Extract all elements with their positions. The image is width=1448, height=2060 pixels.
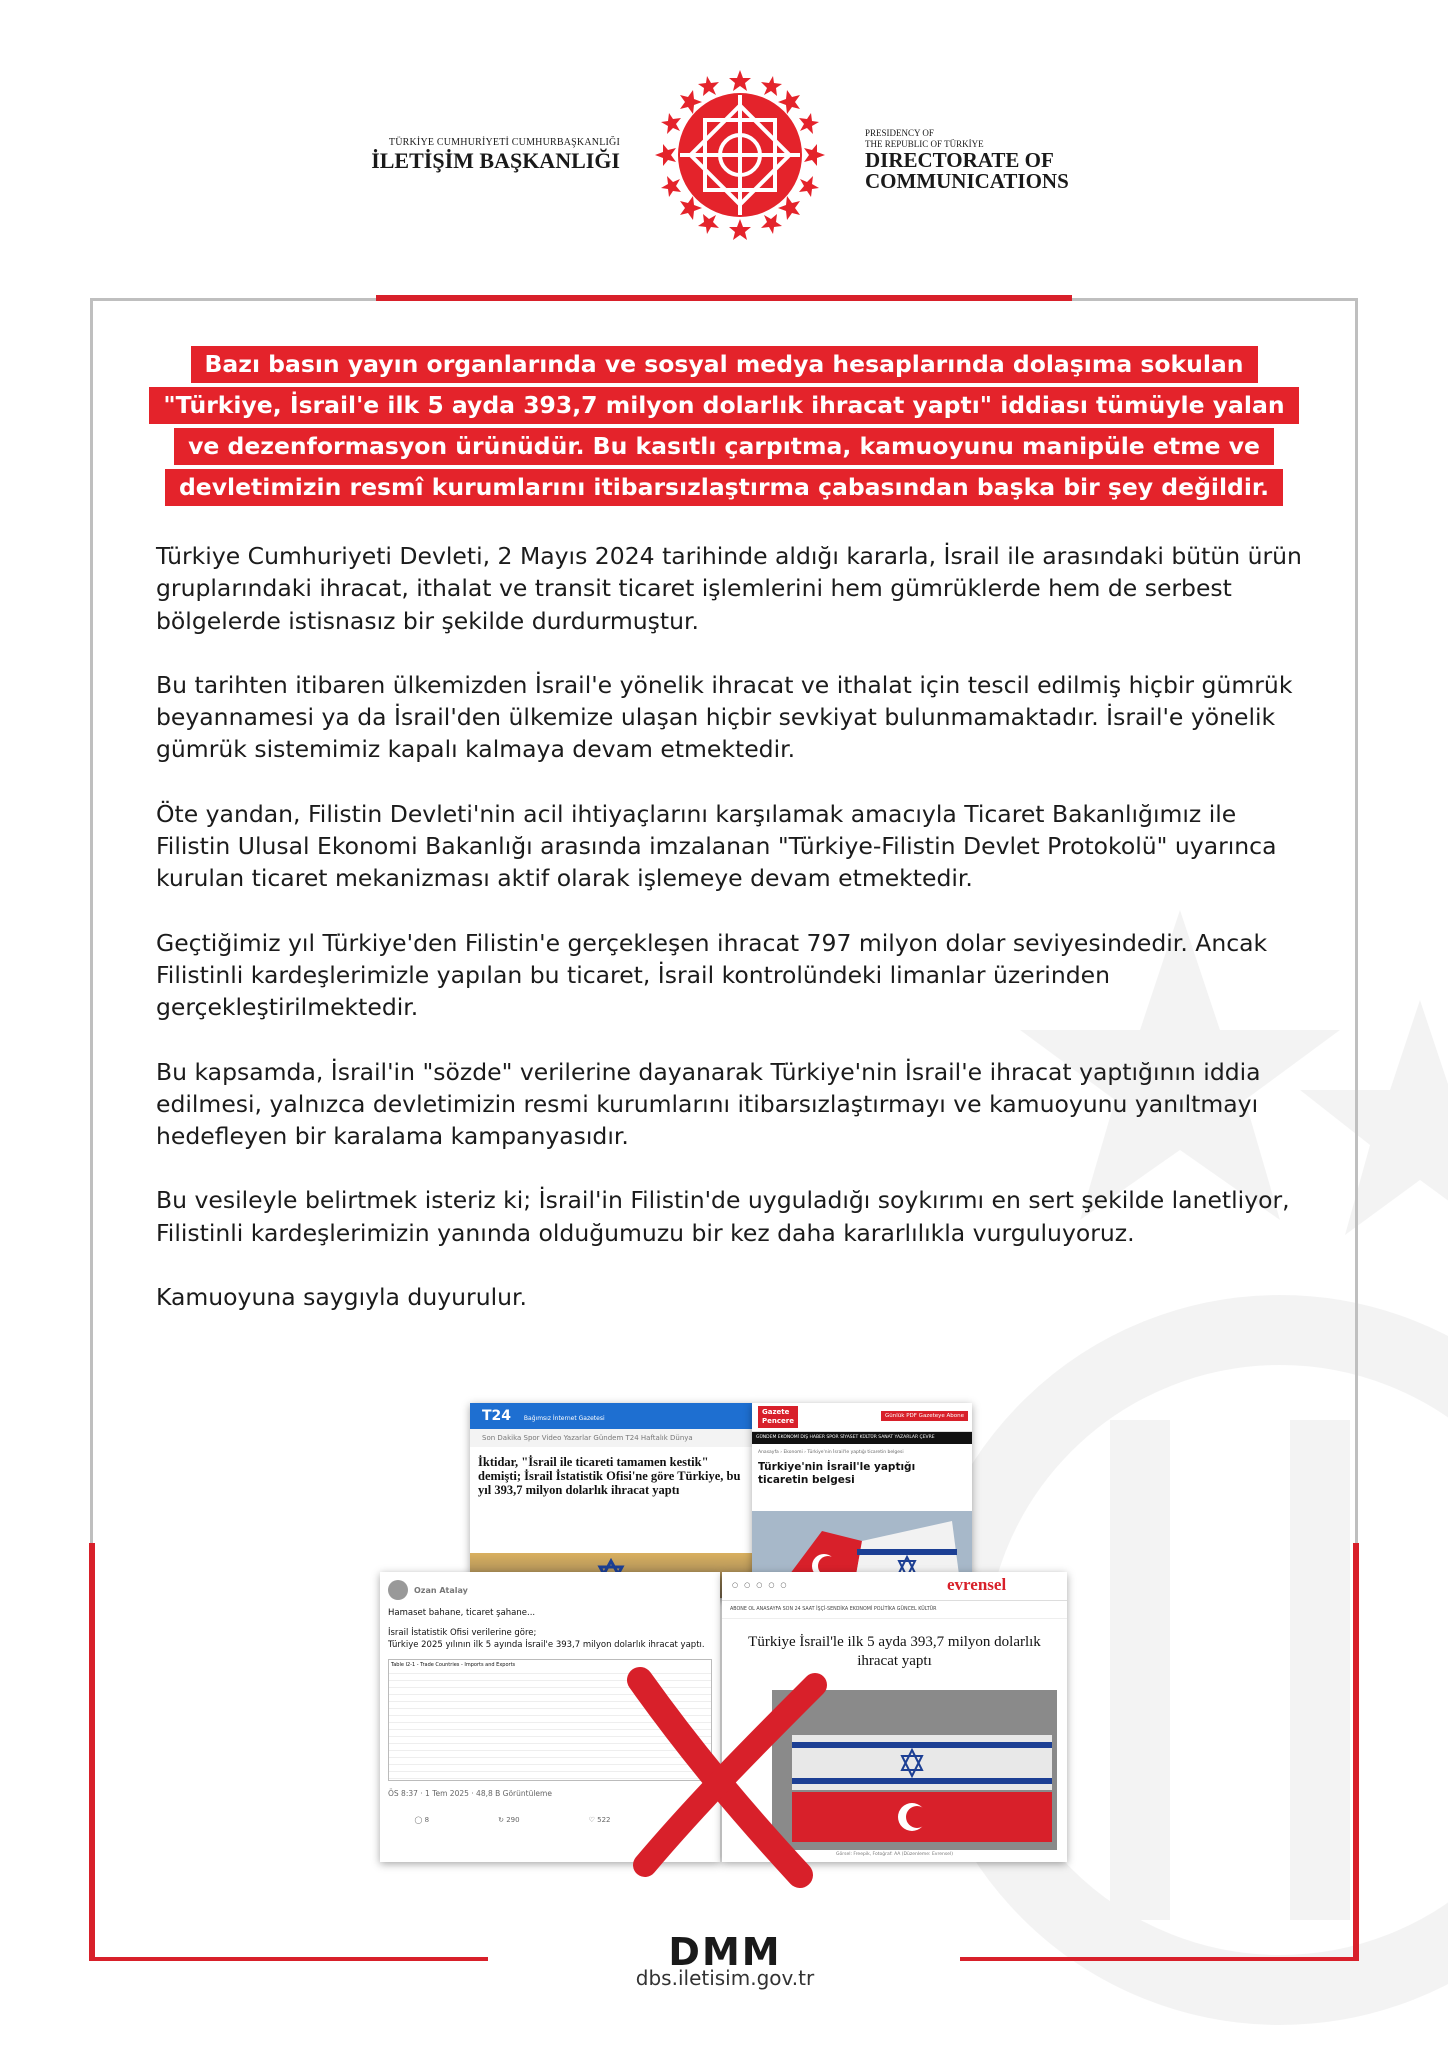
tweet-line-1: Hamaset bahane, ticaret şahane... (388, 1608, 536, 1618)
evrensel-headline: Türkiye İsrail'le ilk 5 ayda 393,7 milyon dolarlık ihracat yaptı (748, 1634, 1041, 1669)
evrensel-caption: Görsel: Freepik, Fotoğraf: AA (Düzenleme: Evrensel) (836, 1852, 953, 1857)
pencere-logo (758, 1406, 798, 1428)
headline-line-4: devletimizin resmî kurumlarını itibarsızlaştırma çabasından başka bir şey değildir. (165, 469, 1283, 506)
t24-logo: T24 (482, 1408, 512, 1424)
tweet-meta: ÖS 8:37 · 1 Tem 2025 · 48,8 B Görüntüleme (388, 1789, 552, 1798)
frame-top-left (90, 298, 376, 301)
statement-body (156, 540, 1306, 1345)
frame-left-red-accent (89, 1543, 95, 1961)
paragraph-3: Öte yandan, Filistin Devleti'nin acil ihtiyaçlarını karşılamak amacıyla Ticaret Bakanlığımız ile Filistin Ulusal Ekonomi Bakanlığı arasında imzalanan "Türkiye-Filistin Devlet Protokolü" uyarınca kurulan ticaret mekanizması aktif olarak işlemeye devam etmektedir. (156, 799, 1277, 893)
paragraph-2: Bu tarihten itibaren ülkemizden İsrail'e yönelik ihracat ve ithalat için tescil edilmiş hiçbir gümrük beyannamesi ya da İsrail'den ülkemize ulaşan hiçbir sevkiyat bulunmamaktadır. İsrail'e yönelik gümrük sistemimiz kapalı kalmaya devam etmektedir. (156, 670, 1293, 764)
t24-tagline: Bağımsız İnternet Gazetesi (523, 1415, 605, 1422)
presidential-star-emblem-icon (655, 70, 825, 240)
dmm-logo: DMM (668, 1930, 782, 1974)
pencere-nav: GÜNDEM EKONOMİ DIŞ HABER SPOR SİYASET KÜLTÜR SANAT YAZARLAR ÇEVRE (752, 1432, 972, 1444)
share-icon[interactable]: ⇧ (679, 1816, 686, 1824)
headline-line-2: "Türkiye, İsrail'e ilk 5 ayda 393,7 milyon dolarlık ihracat yaptı" iddiası tümüyle yalan (149, 387, 1298, 424)
tweet-table-title: Table I2-1 - Trade Countries - Imports and Exports (389, 1660, 711, 1670)
paragraph-4: Geçtiğimiz yıl Türkiye'den Filistin'e gerçekleşen ihracat 797 milyon dolar seviyesindedir. Ancak Filistinli kardeşlerimizle yapılan bu ticaret, İsrail kontrolündeki limanlar üzerinden gerçekleştirilmektedir. (156, 928, 1268, 1022)
paragraph-6: Bu vesileyle belirtmek isteriz ki; İsrail'in Filistin'de uyguladığı soykırımı en sert şekilde lanetliyor, Filistinli kardeşlerimizin yanında olduğumuzu bir kez daha kararlılıkla vurguluyoruz. (156, 1186, 1290, 1247)
tweet-line-2: İsrail İstatistik Ofisi verilerine göre; (388, 1628, 537, 1638)
tweet-line-3: Türkiye 2025 yılının ilk 5 ayında İsrail'e 393,7 milyon dolarlık ihracat yaptı. (388, 1640, 705, 1650)
frame-top-red-accent (376, 295, 1072, 301)
frame-bottom-left (89, 1957, 488, 1961)
reply-count: 8 (424, 1816, 430, 1824)
institution-name-tr-big: İLETİŞİM BAŞKANLIĞI (371, 148, 620, 173)
t24-nav: Son Dakika Spor Video Yazarlar Gündem T24 Haftalık Dünya (470, 1429, 752, 1447)
retweet-icon[interactable]: ↻ 290 (498, 1816, 520, 1824)
footer-url[interactable]: dbs.iletisim.gov.tr (635, 1966, 815, 1990)
paragraph-closing: Kamuoyuna saygıyla duyurulur. (156, 1283, 527, 1312)
frame-left (90, 298, 93, 1543)
t24-header (470, 1403, 752, 1429)
evrensel-logo: evrensel (947, 1575, 1007, 1594)
social-icons: ○○○○○ (732, 1581, 793, 1589)
pencere-logo-top: Gazete (762, 1408, 790, 1416)
evrensel-nav: ABONE OL ANASAYFA SON 24 SAAT İŞÇİ-SENDİKA EKONOMİ POLİTİKA GÜNCEL KÜLTÜR (722, 1601, 1067, 1619)
frame-right-red-accent (1353, 1543, 1359, 1961)
retweet-count: 290 (506, 1816, 520, 1824)
t24-headline: İktidar, "İsrail ile ticareti tamamen kestik" demişti; İsrail İstatistik Ofisi'ne göre Türkiye, bu yıl 393,7 milyon dolarlık ihracat yaptı (478, 1455, 741, 1497)
pencere-header (752, 1403, 972, 1432)
paragraph-5: Bu kapsamda, İsrail'in "sözde" verilerine dayanarak Türkiye'nin İsrail'e ihracat yaptığının iddia edilmesi, yalnızca devletimizin resmi kurumlarını itibarsızlaştırmayı ve kamuoyunu yanıltmayı hedefleyen bir karalama kampanyasıdır. (156, 1057, 1261, 1151)
pencere-logo-bottom: Pencere (762, 1417, 794, 1425)
reply-icon[interactable]: ◯ 8 (414, 1816, 430, 1824)
frame-right (1355, 298, 1358, 1543)
evrensel-header (722, 1572, 1067, 1601)
paragraph-1: Türkiye Cumhuriyeti Devleti, 2 Mayıs 2024 tarihinde aldığı kararla, İsrail ile arasındaki bütün ürün gruplarındaki ihracat, ithalat ve transit ticaret işlemlerini hem gümrüklerde hem de serbest bölgelerde istisnasız bir şekilde durdurmuştur. (156, 542, 1302, 635)
like-icon[interactable]: ♡ 522 (588, 1816, 611, 1824)
pencere-subscribe-badge: Günlük PDF Gazeteye Abone (881, 1411, 968, 1421)
avatar (388, 1580, 408, 1600)
pencere-headline: Türkiye'nin İsrail'le yaptığı ticaretin belgesi (758, 1461, 916, 1486)
screenshot-gazete-pencere (752, 1403, 972, 1598)
pencere-breadcrumb: Anasayfa › Ekonomi › Türkiye'nin İsrail'le yaptığı ticaretin belgesi (758, 1450, 904, 1455)
institution-name-en-big-1: DIRECTORATE OF (865, 148, 1054, 172)
headline-line-1: Bazı basın yayın organlarında ve sosyal medya hesaplarında dolaşıma sokulan (191, 346, 1258, 383)
like-count: 522 (597, 1816, 611, 1824)
institution-name-en-big-2: COMMUNICATIONS (865, 169, 1069, 193)
headline-block (140, 344, 1308, 508)
institution-name-en-small-1: PRESIDENCY OF (865, 128, 934, 138)
institution-name-en-small-2: THE REPUBLIC OF TÜRKİYE (865, 139, 984, 149)
tweet-handle: Ozan Atalay (414, 1585, 468, 1595)
headline-line-3: ve dezenformasyon ürünüdür. Bu kasıtlı çarpıtma, kamuoyunu manipüle etme ve (174, 428, 1274, 465)
screenshot-t24 (470, 1403, 752, 1598)
frame-bottom-right (960, 1957, 1359, 1961)
institution-name-en (865, 128, 1185, 192)
tweet-author (380, 1572, 720, 1608)
institution-name-tr-small: TÜRKİYE CUMHURİYETİ CUMHURBAŞKANLIĞI (388, 137, 620, 148)
red-x-cross-icon (600, 1660, 840, 1890)
frame-top-right (1072, 298, 1358, 301)
institution-name-tr (250, 136, 620, 173)
